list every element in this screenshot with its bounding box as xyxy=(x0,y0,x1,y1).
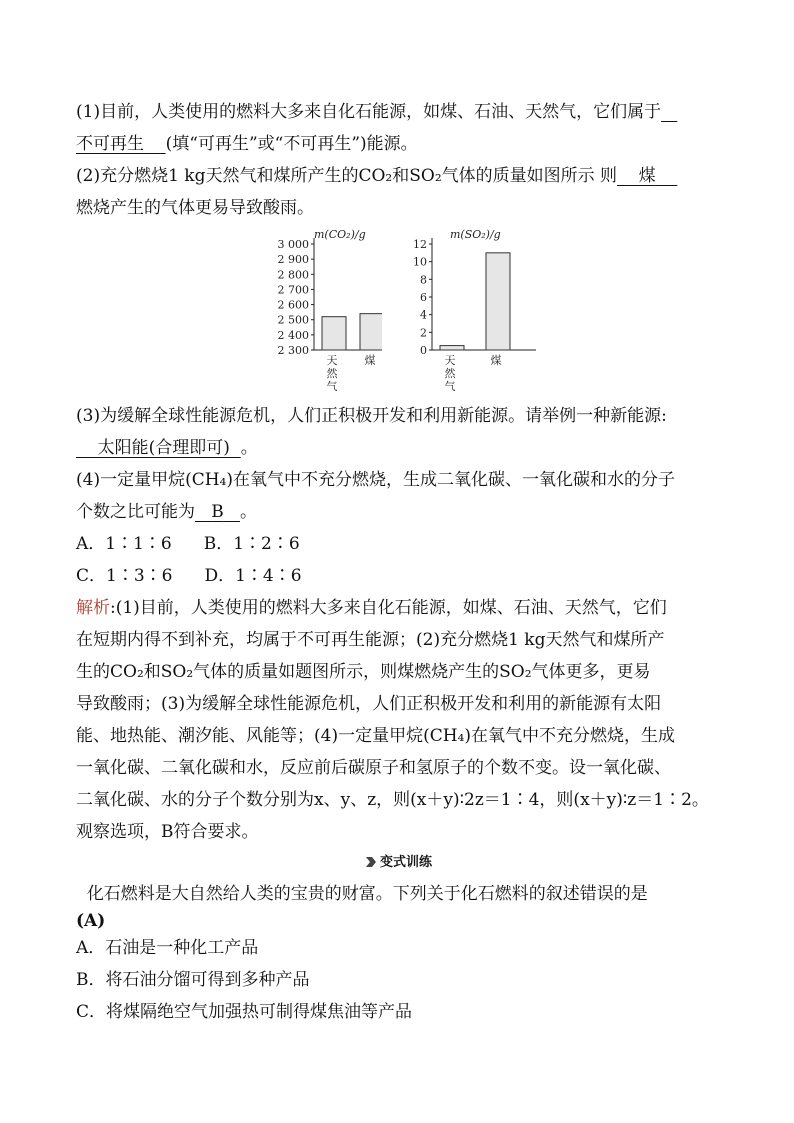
q3-line-1 xyxy=(76,400,722,432)
document-page xyxy=(76,96,722,1028)
y-tick-label: 6 xyxy=(420,291,427,304)
q3-suffix: 。 xyxy=(240,438,258,458)
chart-title: m(CO₂)/g xyxy=(314,228,366,241)
bar xyxy=(486,253,510,350)
q4-text-2: 个数之比可能为 xyxy=(76,502,195,522)
analysis-line: 导致酸雨；(3)为缓解全球性能源危机，人们正积极开发和利用的新能源有太阳 xyxy=(76,694,662,714)
y-tick-label: 2 500 xyxy=(277,313,309,327)
y-tick-label: 0 xyxy=(420,344,427,357)
analysis-line: 一氧化碳、二氧化碳和水，反应前后碳原子和氢原子的个数不变。设一氧化碳、 xyxy=(76,758,671,778)
category-label: 煤 xyxy=(490,354,502,367)
co2-bar-chart xyxy=(272,224,382,400)
q2-text: (2)充分燃烧1 kg天然气和煤所产生的CO₂和SO₂气体的质量如图所示 则 xyxy=(76,166,618,186)
option-c: C．1∶3∶6 xyxy=(76,566,173,586)
analysis-line: 观察选项，B符合要求。 xyxy=(76,822,259,842)
q1-answer: 不可再生 xyxy=(76,134,144,154)
variant-answer: (A) xyxy=(76,911,106,931)
y-tick-label: 4 xyxy=(420,308,427,322)
option-a: A．1∶1∶6 xyxy=(76,534,172,554)
analysis-line xyxy=(76,592,722,624)
category-label: 天然气 xyxy=(326,354,338,393)
q1-text: (1)目前，人类使用的燃料大多来自化石能源，如煤、石油、天然气，它们属于 xyxy=(76,102,662,122)
analysis-label: 解析 xyxy=(76,598,110,618)
category-label: 煤 xyxy=(364,354,376,367)
q4-answer: B xyxy=(211,502,224,522)
q2-suffix: 燃烧产生的气体更易导致酸雨。 xyxy=(76,198,314,218)
variant-question xyxy=(76,878,722,910)
y-tick-label: 2 700 xyxy=(277,283,309,297)
q3-line-2 xyxy=(76,432,722,464)
analysis-line: 能、地热能、潮汐能、风能等；(4)一定量甲烷(CH₄)在氧气中不充分燃烧，生成 xyxy=(76,726,675,746)
q4-line-1 xyxy=(76,464,722,496)
q2-answer: 煤 xyxy=(638,166,656,186)
q2-line-2 xyxy=(76,192,722,224)
variant-heading-text: 变式训练 xyxy=(379,855,432,870)
variant-option-c: C．将煤隔绝空气加强热可制得煤焦油等产品 xyxy=(76,1002,413,1022)
variant-question-text: 化石燃料是大自然给人类的宝贵的财富。下列关于化石燃料的叙述错误的是 xyxy=(86,884,648,904)
q1-line-1 xyxy=(76,96,722,128)
q3-answer: 太阳能(合理即可) xyxy=(97,438,230,458)
y-tick-label: 2 xyxy=(420,326,427,340)
variant-option-b: B．将石油分馏可得到多种产品 xyxy=(76,970,310,990)
chart-title: m(SO₂)/g xyxy=(450,228,501,241)
variant-heading xyxy=(76,848,722,878)
option-b: B．1∶2∶6 xyxy=(203,534,300,554)
analysis-line: 二氧化碳、水的分子个数分别为x、y、z，则(x＋y)∶2z＝1∶4，则(x＋y)∶z＝1∶2。 xyxy=(76,790,709,810)
q1-suffix: (填“可再生”或“不可再生”)能源。 xyxy=(165,134,418,154)
q4-options-row-1 xyxy=(76,528,722,560)
y-tick-label: 2 300 xyxy=(277,344,309,357)
y-tick-label: 2 900 xyxy=(277,253,309,267)
y-tick-label: 3 000 xyxy=(277,238,309,251)
q2-line-1 xyxy=(76,160,722,192)
so2-bar-chart xyxy=(410,224,540,400)
q1-line-2 xyxy=(76,128,722,160)
q4-text: (4)一定量甲烷(CH₄)在氧气中不充分燃烧，生成二氧化碳、一氧化碳和水的分子 xyxy=(76,470,675,490)
variant-option-a: A．石油是一种化工产品 xyxy=(76,938,259,958)
y-tick-label: 2 600 xyxy=(277,298,309,312)
analysis-line: 在短期内得不到补充，均属于不可再生能源；(2)充分燃烧1 kg天然气和煤所产 xyxy=(76,630,665,650)
y-tick-label: 10 xyxy=(413,255,427,269)
bar-charts xyxy=(76,224,722,400)
q4-options-row-2 xyxy=(76,560,722,592)
q4-line-2 xyxy=(76,496,722,528)
bar xyxy=(360,314,382,350)
option-d: D．1∶4∶6 xyxy=(204,566,302,586)
bar xyxy=(322,317,346,350)
y-tick-label: 8 xyxy=(420,273,427,287)
y-tick-label: 2 400 xyxy=(277,328,309,342)
category-label: 天然气 xyxy=(444,354,456,393)
analysis-text: :(1)目前，人类使用的燃料大多来自化石能源，如煤、石油、天然气，它们 xyxy=(110,598,667,618)
arrow-icon xyxy=(366,857,376,867)
y-tick-label: 2 800 xyxy=(277,268,309,282)
q4-suffix: 。 xyxy=(239,502,257,522)
analysis-line: 生的CO₂和SO₂气体的质量如题图所示，则煤燃烧产生的SO₂气体更多，更易 xyxy=(76,662,651,682)
bar xyxy=(440,346,464,350)
q3-text: (3)为缓解全球性能源危机，人们正积极开发和利用新能源。请举例一种新能源: xyxy=(76,406,667,426)
analysis-block xyxy=(76,592,722,848)
y-tick-label: 12 xyxy=(413,238,427,251)
